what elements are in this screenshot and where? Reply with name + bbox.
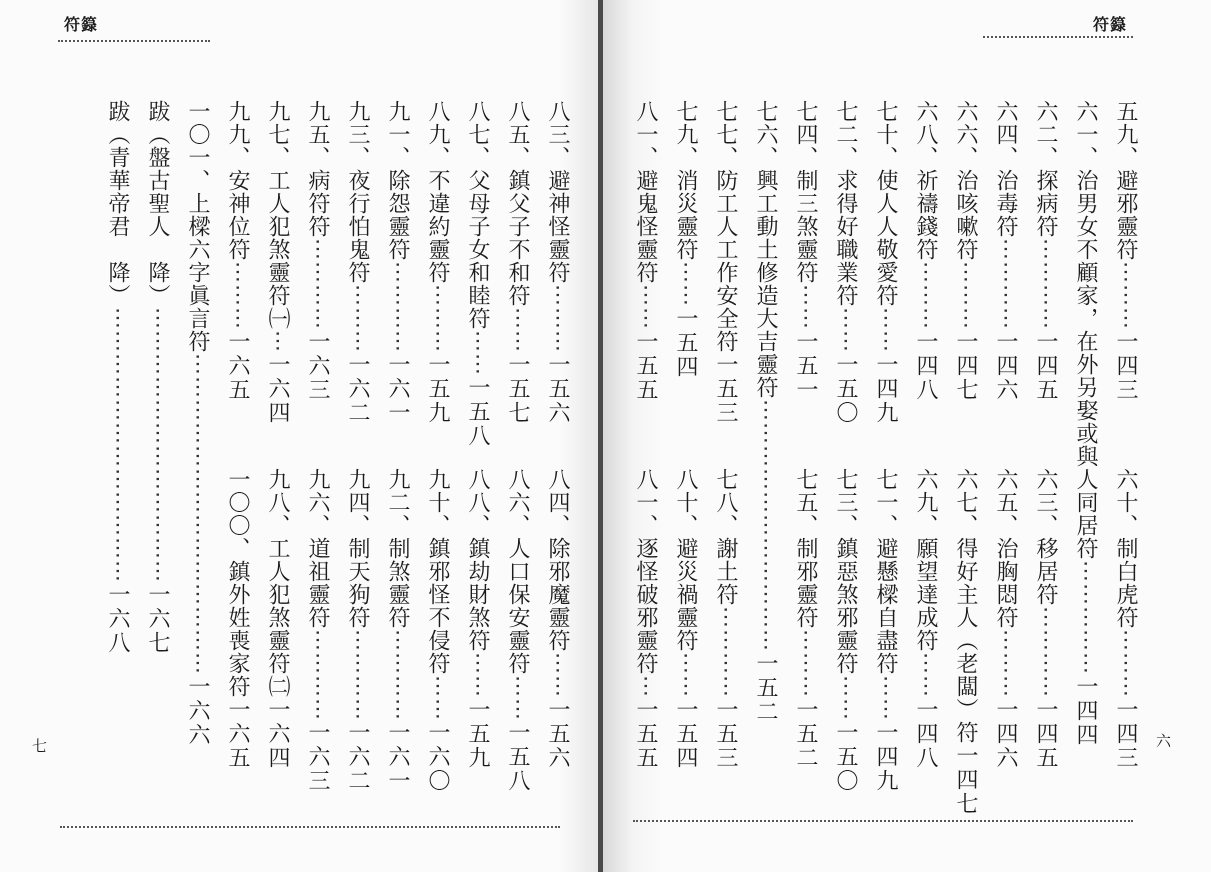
right-footer-rule bbox=[633, 820, 1133, 822]
toc-entry: 九五、病符符⋯⋯⋯⋯一六三 bbox=[305, 100, 330, 402]
toc-entry: 九三、夜行怕鬼符⋯⋯⋯一六二 bbox=[345, 100, 370, 425]
toc-entry: 七一、避懸樑自盡符⋯⋯一四九 bbox=[873, 468, 898, 793]
toc-entry: 八九、不違約靈符⋯⋯⋯一五九 bbox=[425, 100, 450, 425]
toc-entry: 六三、移居符⋯⋯⋯⋯一四五 bbox=[1033, 468, 1058, 770]
toc-entry: 六二、探病符⋯⋯⋯⋯一四五 bbox=[1033, 100, 1058, 402]
toc-entry: 六六、治咳嗽符⋯⋯⋯一四七 bbox=[953, 100, 978, 402]
toc-entry: 跋（青華帝君 降）⋯⋯⋯⋯⋯⋯⋯⋯⋯⋯⋯⋯一六八 bbox=[105, 100, 130, 655]
toc-entry: 九六、道祖靈符⋯⋯⋯⋯一六三 bbox=[305, 468, 330, 793]
toc-entry: 六九、願望達成符⋯⋯一四八 bbox=[913, 468, 938, 770]
toc-entry: 六八、祈禱錢符⋯⋯⋯一四八 bbox=[913, 100, 938, 402]
toc-entry: 九二、制煞靈符⋯⋯⋯⋯一六一 bbox=[385, 468, 410, 793]
toc-entry: 六四、治毒符⋯⋯⋯⋯一四六 bbox=[993, 100, 1018, 402]
right-page bbox=[603, 0, 1211, 872]
toc-entry: 九四、制天狗符⋯⋯⋯⋯一六二 bbox=[345, 468, 370, 793]
toc-entry: 七二、求得好職業符⋯⋯一五〇 bbox=[833, 100, 858, 425]
left-header-rule bbox=[58, 40, 210, 42]
toc-entry: 九十、鎮邪怪不侵符⋯⋯一六〇 bbox=[425, 468, 450, 793]
toc-entry: 六五、治胸悶符⋯⋯⋯一四六 bbox=[993, 468, 1018, 770]
left-page-number: 七 bbox=[32, 737, 48, 755]
toc-entry: 七八、謝土符⋯⋯⋯⋯一五三 bbox=[713, 468, 738, 770]
toc-entry: 七六、興工動土修造大吉靈符⋯⋯⋯⋯⋯⋯⋯⋯⋯⋯⋯一五二 bbox=[753, 100, 778, 724]
toc-entry: 七七、防工人工作安全符一五三 bbox=[713, 100, 738, 425]
toc-entry: 八六、人口保安靈符⋯⋯一五八 bbox=[505, 468, 530, 793]
toc-entry: 八十、避災禍靈符⋯⋯一五四 bbox=[673, 468, 698, 770]
right-header-rule bbox=[983, 36, 1133, 38]
toc-entry: 八八、鎮劫財煞符⋯⋯一五九 bbox=[465, 468, 490, 770]
toc-entry: 一〇〇、鎮外姓喪家符一六五 bbox=[225, 468, 250, 770]
toc-entry: 九八、工人犯煞靈符㈡一六四 bbox=[265, 468, 290, 770]
toc-entry: 七十、使人人敬愛符⋯⋯一四九 bbox=[873, 100, 898, 425]
toc-entry: 跋（盤古聖人 降）⋯⋯⋯⋯⋯⋯⋯⋯⋯⋯⋯⋯一六七 bbox=[145, 100, 170, 655]
left-page bbox=[0, 0, 600, 872]
toc-entry: 五九、避邪靈符⋯⋯⋯一四三 bbox=[1113, 100, 1138, 402]
toc-entry: 九九、安神位符⋯⋯⋯一六五 bbox=[225, 100, 250, 402]
toc-entry: 六十、制白虎符⋯⋯⋯一四三 bbox=[1113, 468, 1138, 770]
toc-entry: 九七、工人犯煞靈符㈠⋯一六四 bbox=[265, 100, 290, 425]
toc-entry: 七九、消災靈符⋯⋯一五四 bbox=[673, 100, 698, 379]
toc-entry: 八四、除邪魔靈符⋯⋯一五六 bbox=[545, 468, 570, 770]
toc-entry: 八七、父母子女和睦符⋯⋯一五八 bbox=[465, 100, 490, 448]
toc-entry: 九一、除怨靈符⋯⋯⋯⋯一六一 bbox=[385, 100, 410, 425]
toc-entry: 八一、避鬼怪靈符⋯⋯一五五 bbox=[633, 100, 658, 402]
toc-entry: 一〇一、上樑六字眞言符⋯⋯⋯⋯⋯⋯⋯⋯⋯⋯⋯⋯⋯⋯一六六 bbox=[185, 100, 210, 747]
toc-entry: 七四、制三煞靈符⋯⋯一五一 bbox=[793, 100, 818, 402]
toc-entry: 六一、治男女不顧家，在外另娶或與人同居符⋯⋯⋯⋯⋯一四四 bbox=[1073, 100, 1098, 747]
toc-entry: 七五、制邪靈符⋯⋯⋯一五二 bbox=[793, 468, 818, 770]
left-running-header: 符籙 bbox=[64, 15, 99, 34]
toc-entry: 七三、鎮惡煞邪靈符⋯⋯一五〇 bbox=[833, 468, 858, 793]
toc-entry: 六七、得好主人（老闆）符一四七 bbox=[953, 468, 978, 816]
right-running-header: 符籙 bbox=[1093, 15, 1128, 34]
toc-entry: 八五、鎮父子不和符⋯⋯一五七 bbox=[505, 100, 530, 425]
left-footer-rule bbox=[60, 826, 560, 828]
toc-entry: 八三、避神怪靈符⋯⋯⋯一五六 bbox=[545, 100, 570, 425]
toc-entry: 八一、逐怪破邪靈符⋯一五五 bbox=[633, 468, 658, 770]
right-page-number: 六 bbox=[1156, 732, 1172, 750]
